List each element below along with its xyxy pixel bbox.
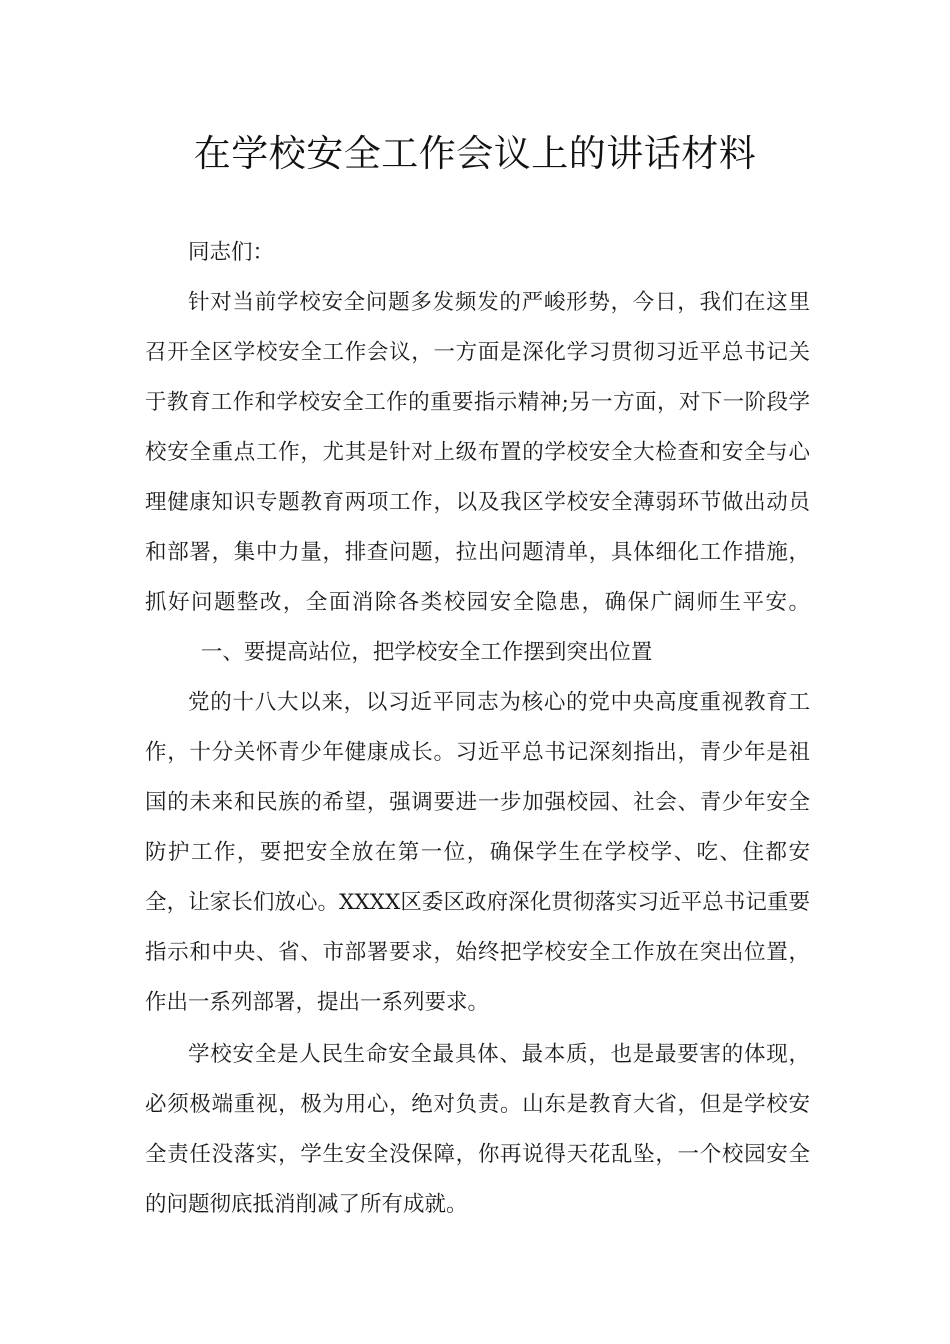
section-heading-1: 一、要提高站位，把学校安全工作摆到突出位置 — [200, 640, 653, 665]
paragraph-intro — [145, 278, 810, 678]
paragraph-intro-text: 针对当前学校安全问题多发频发的严峻形势，今日，我们在这里召开全区学校安全工作会议，一方面是深化学习贯彻习近平总书记关于教育工作和学校安全工作的重要指示精神;另一方面，对下一阶段学校安全重点工作，尤其是针对上级布置的学校安全大检查和安全与心理健康知识专题教育两项工作，以及我区学校安全薄弱环节做出动员和部署，集中力量，排查问题，拉出问题清单，具体细化工作措施，抓好问题整改，全面消除各类校园安全隐患，确保广阔师生平安。 — [145, 290, 810, 615]
document-body — [145, 228, 810, 1230]
document-title: 在学校安全工作会议上的讲话材料 — [193, 132, 757, 175]
salutation: 同志们： — [188, 240, 275, 265]
paragraph-2: 党的十八大以来，以习近平同志为核心的党中央高度重视教育工作，十分关怀青少年健康成长。习近平总书记深刻指出，青少年是祖国的未来和民族的希望，强调要进一步加强校园、社会、青少年安全防护工作，要把安全放在第一位，确保学生在学校学、吃、住都安全，让家长们放心。XXXX区委区政府深化贯彻落实习近平总书记重要指示和中央、省、市部署要求，始终把学校安全工作放在突出位置，作出一系列部署，提出一系列要求。 — [145, 690, 810, 1015]
paragraph-3: 学校安全是人民生命安全最具体、最本质，也是最要害的体现，必须极端重视，极为用心，绝对负责。山东是教育大省，但是学校安全责任没落实，学生安全没保障，你再说得天花乱坠，一个校园安全的问题彻底抵消削减了所有成就。 — [145, 1042, 810, 1217]
